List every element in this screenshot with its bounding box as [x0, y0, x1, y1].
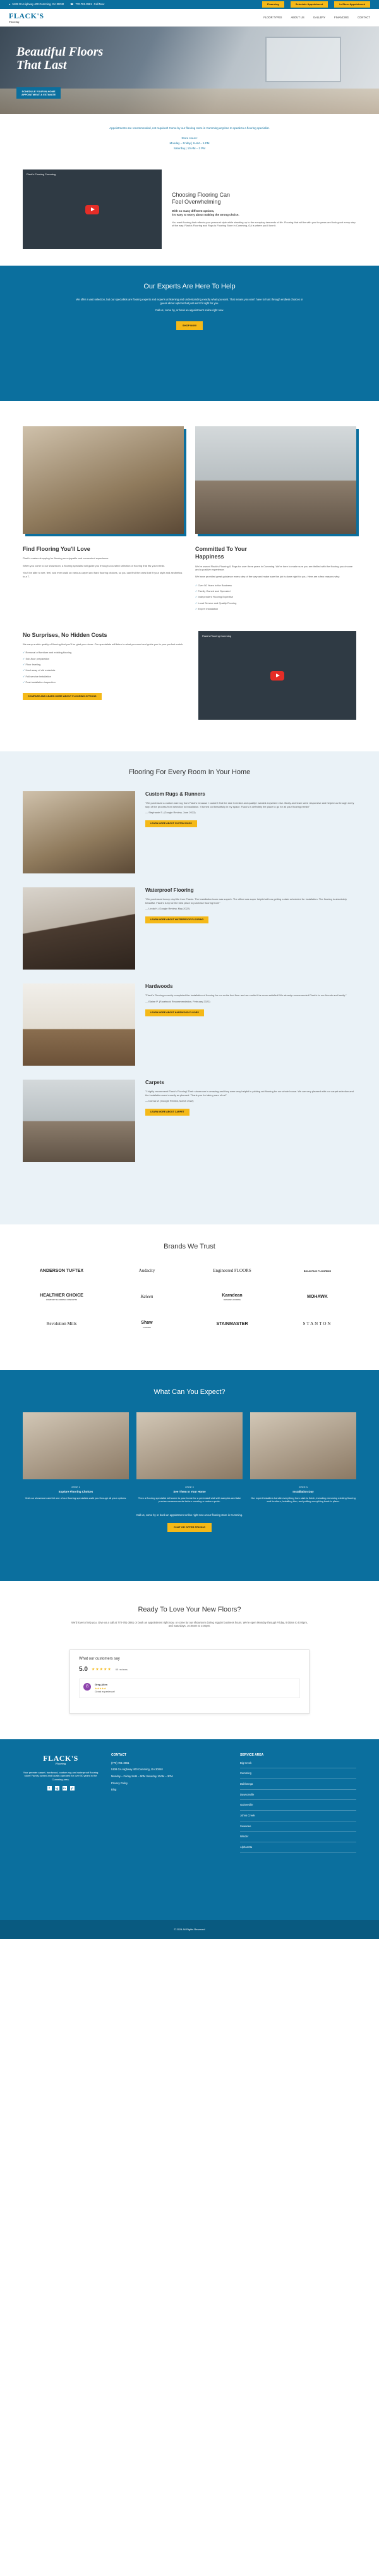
footer-address[interactable]: 5108 GA Highway 400 Cumming, GA 30040	[111, 1768, 163, 1772]
list-item: ✓ Haul away of old materials	[23, 667, 187, 673]
choosing-heading: Choosing Flooring Can Feel Overwhelming	[172, 192, 231, 205]
expect-section	[0, 1370, 379, 1581]
linkedin-icon[interactable]: in	[63, 1787, 66, 1790]
footer-blog-link[interactable]: Blog	[111, 1788, 117, 1792]
reviews-title: What our customers say	[79, 1656, 120, 1661]
room-quote-author: — Donna M. (Google Review, March 2022)	[145, 1099, 194, 1103]
service-area-link[interactable]: Winder	[240, 1835, 356, 1842]
star-rating-icon: ★★★★★	[91, 1667, 112, 1672]
youtube-icon[interactable]: yt	[70, 1787, 73, 1790]
footer-service-title: SERVICE AREA	[240, 1753, 264, 1757]
learn-more-waterproof-button[interactable]: LEARN MORE ABOUT WATERPROOF FLOORING	[145, 916, 208, 923]
compare-options-button[interactable]: COMPARE AND LEARN MORE ABOUT FLOORING OPTIONS	[23, 693, 102, 700]
step-title: Installation Day	[292, 1489, 314, 1493]
nav-item-about[interactable]: ABOUT US	[291, 15, 304, 19]
room-item-hardwoods	[23, 983, 356, 1066]
review-card[interactable]	[79, 1679, 300, 1698]
footer-brand	[23, 1753, 99, 1911]
list-item: ✓ Removal of furniture and existing flooring	[23, 650, 187, 655]
map-pin-icon: ●	[9, 3, 11, 6]
footer-contact	[111, 1753, 227, 1911]
list-item: ✓ Local Service and Quality Flooring	[195, 600, 356, 606]
phone-text: 770-781-3961	[75, 3, 92, 6]
choosing-section	[0, 161, 379, 266]
brand-logo: Kaleen	[140, 1293, 153, 1299]
team-photo	[195, 426, 356, 534]
instagram-icon[interactable]: ig	[56, 1787, 58, 1790]
step-item	[23, 1412, 129, 1503]
choosing-text	[172, 192, 356, 228]
intro-video[interactable]	[23, 169, 162, 249]
room-quote: "We purchased a custom size rug from Flack's because I couldn't find the size I needed and quality I wanted anywhere else. Beaty and team were responsive and helped us through every step of the process from selection to installation. It turned out beautifully in my space. Flack's is definitely the place to go for all your flooring needs!"	[145, 801, 354, 808]
nav-item-financing[interactable]: FINANCING	[334, 15, 349, 19]
committed-list	[195, 582, 356, 612]
footer-privacy-link[interactable]: Privacy Policy	[111, 1781, 128, 1785]
committed-p2: We have provided great guidance every step of the way and make sure the job is done right for you. Here are a few reasons why:	[195, 575, 340, 579]
room-quote: "We purchased luxury vinyl tile from Flacks. The installation team was superb. The office was super helpful with us getting a date scheduled for installation. The flooring is absolutely beautiful. Flack's is by far the best place to purchase flooring from!"	[145, 897, 347, 904]
review-count: 65 reviews	[115, 1667, 128, 1671]
review-text: Great experience!	[95, 1690, 115, 1694]
no-surprises-text	[23, 631, 187, 700]
social-links	[23, 1786, 99, 1790]
ready-body: We'd love to help you. Give us a call at 770-781-3961 or book an appointment right now, or come by our showroom during regular business hours. We're open Monday through Friday, 9:00am to 5:00pm, and Saturdays, 10:00am to 3:00pm.	[71, 1620, 308, 1628]
find-p3: You'll be able to see, feel, and even walk on various carpet and hard flooring choices, so you can find the ones that fit your style and aesthetics to a T.	[23, 571, 183, 578]
step-item	[136, 1412, 243, 1503]
shop-now-button[interactable]: SHOP NOW	[176, 321, 203, 330]
experts-cta: Call us, come by, or book an appointment online right now.	[155, 309, 224, 312]
footer-hours: Monday – Friday 9AM – 5PM Saturday 10AM – 3PM	[111, 1774, 173, 1778]
surprises-video[interactable]	[198, 631, 356, 720]
learn-more-hardwood-button[interactable]: LEARN MORE ABOUT HARDWOOD FLOORS	[145, 1009, 204, 1016]
brand-logo: MOHAWK	[307, 1294, 328, 1299]
service-area-link[interactable]: Dahlonega	[240, 1782, 356, 1790]
step-title: Explore Flooring Choices	[58, 1489, 93, 1493]
hardwoods-photo	[23, 983, 135, 1066]
room-item-waterproof	[23, 887, 356, 970]
rating-value: 5.0	[79, 1665, 88, 1673]
list-item: ✓ Independent Flooring Expertise	[195, 594, 356, 600]
find-column	[23, 426, 184, 612]
copyright: © 2024 All Rights Reserved	[0, 1920, 379, 1939]
avatar: G	[83, 1683, 91, 1691]
list-item: ✓ Over 50 Years in the Business	[195, 582, 356, 588]
service-area-link[interactable]: Johns Creek	[240, 1814, 356, 1821]
brands-heading: Brands We Trust	[164, 1242, 215, 1250]
brand-logo: Engineered FLOORS	[213, 1267, 251, 1273]
brand-logo: HEALTHIER CHOICE COMFORT FLOORING CONCEPTS	[40, 1293, 83, 1302]
brand-logo: ANDERSON TUFTEX	[39, 1268, 84, 1273]
video-title: Flack's Flooring Cumming	[27, 173, 56, 176]
store-info	[0, 114, 379, 161]
step-photo	[136, 1412, 243, 1479]
hours-saturday: Saturday | 10 AM – 3 PM	[174, 147, 205, 151]
room-item-rugs	[23, 791, 356, 873]
service-area-link[interactable]: Cumming	[240, 1772, 356, 1779]
phone-icon: ☎	[70, 3, 74, 6]
experts-section	[0, 266, 379, 401]
room-title: Carpets	[145, 1079, 164, 1085]
no-surprises-list	[23, 650, 187, 685]
step-label: STEP 3	[299, 1485, 308, 1489]
step-label: STEP 1	[71, 1485, 80, 1489]
room-quote-author: — Linda H. (Google Review, May 2022)	[145, 907, 190, 911]
room-quote-author: — Elaine P. (Facebook Recommendation, February 2022)	[145, 999, 210, 1003]
play-icon[interactable]	[85, 205, 99, 214]
brand-logo: STANTON	[303, 1321, 332, 1327]
list-item: ✓ Sub-floor preparation	[23, 656, 187, 662]
brand-logo: Revolution Mills	[46, 1321, 77, 1327]
room-title: Waterproof Flooring	[145, 887, 194, 893]
video-title: Flack's Flooring Cumming	[202, 634, 232, 638]
ready-heading: Ready To Love Your New Floors?	[138, 1605, 241, 1613]
reviews-widget	[69, 1649, 310, 1714]
find-heading: Find Flooring You'll Love	[23, 546, 90, 553]
footer-phone[interactable]: (770) 781-3961	[111, 1761, 129, 1765]
committed-column	[195, 426, 356, 612]
nav-item-floor-types[interactable]: FLOOR TYPES	[263, 15, 282, 19]
room-item-carpets	[23, 1080, 356, 1162]
choosing-body: You want flooring that reflects your personal style while standing up to the everyday demands of life. Flooring that will be with you for years and look good every step of the way. Flack's Flooring and Rugs is Flooring Store in Cumming, GA is where you'll love it.	[172, 220, 356, 228]
brand-logo: Audacity	[138, 1267, 155, 1273]
step-label: STEP 2	[185, 1485, 194, 1489]
rooms-heading: Flooring For Every Room In Your Home	[128, 768, 251, 776]
in-store-appointment-button[interactable]: In-Store Appointment	[334, 1, 370, 7]
hero-title: Beautiful Floors That Last	[16, 45, 104, 72]
phone[interactable]	[70, 3, 104, 6]
choosing-sub: With so many different options, it's easy to worry about making the wrong choice.	[172, 209, 239, 216]
room-title: Hardwoods	[145, 983, 173, 989]
hours-title: Store Hours:	[181, 137, 198, 140]
schedule-appointment-button[interactable]: Schedule Appointment	[291, 1, 328, 7]
expect-heading: What Can You Expect?	[153, 1388, 226, 1396]
list-item: ✓ Expert Installation	[195, 606, 356, 612]
brand-logo: STAINMASTER	[216, 1322, 248, 1327]
service-area-link[interactable]: Gainesville	[240, 1803, 356, 1811]
experts-body: We offer a vast selection, but our specialists are flooring experts and experts at listening and understanding exactly what you want. That means you won't have to hunt through endless choices or guess about options that just won't fit right for you.	[76, 298, 303, 305]
list-item: ✓ Full-service installation	[23, 674, 187, 679]
step-desc: Then a flooring specialist will come to your home for a pre-install visit with samples and take precise measurements before creating a custom quote.	[138, 1496, 241, 1503]
footer	[0, 1739, 379, 1920]
waterproof-photo	[23, 887, 135, 970]
financing-button[interactable]: Financing	[262, 1, 284, 7]
service-area-link[interactable]: Suwanee	[240, 1825, 356, 1832]
brand-logo: Shaw FLOORS	[141, 1321, 153, 1329]
brand-grid	[19, 1268, 360, 1329]
hero-schedule-button[interactable]: SCHEDULE YOUR IN-HOME APPOINTMENT & ESTIMATE	[16, 87, 61, 99]
find-committed-section	[0, 401, 379, 618]
footer-contact-title: CONTACT	[111, 1753, 127, 1757]
step-title: See Them In Your Home	[173, 1489, 206, 1493]
list-item: ✓ Post-installation inspection	[23, 679, 187, 685]
step-photo	[23, 1412, 129, 1479]
learn-more-carpet-button[interactable]: LEARN MORE ABOUT CARPET	[145, 1109, 190, 1116]
service-area-link[interactable]: Alpharetta	[240, 1846, 356, 1853]
room-quote-author: — Stephanie S. (Google Review, June 2022)	[145, 811, 196, 815]
no-surprises-p1: We carry a wide quality of flooring that you'll be glad you chose. Our specialists will listen to what you want and guide you to your perfect match.	[23, 642, 184, 646]
room-quote: "Flack's Flooring recently completed the installation of flooring for our entire first floor and we couldn't be more satisfied! We already recommended Flack's to our friends and family."	[145, 994, 347, 997]
review-stars-icon: ★★★★★	[95, 1686, 106, 1690]
hero	[0, 27, 379, 114]
nav-item-contact[interactable]: CONTACT	[358, 15, 370, 19]
step-desc: Our expert installers handle everything from start to finish, including removing existing flooring and furniture, installing trim, and putting everything back in place.	[251, 1496, 356, 1503]
no-surprises-section	[0, 619, 379, 751]
topbar	[0, 0, 379, 9]
committed-p1: We've owned Flack's Flooring & Rugs for over three years in Cumming. We're here to make sure you are thrilled with the flooring you choose and a positive experience.	[195, 564, 353, 571]
main-nav	[263, 16, 370, 20]
carpets-photo	[23, 1080, 135, 1162]
brand-logo: Karndean DESIGNFLOORING	[222, 1293, 243, 1302]
steps	[23, 1412, 356, 1503]
address-text: 5108 GA Highway 400 Cumming, GA 30040	[12, 3, 64, 6]
footer-tagline: Your premier carpet, hardwood, custom rug and waterproof flooring store! Family owned and locally operated for over 50 years in the Cumming area.	[23, 1771, 99, 1781]
showroom-photo	[23, 426, 184, 534]
list-item: ✓ Floor leveling	[23, 662, 187, 667]
rugs-photo	[23, 791, 135, 873]
list-item: ✓ Family Owned and Operated	[195, 588, 356, 594]
hero-window-image	[265, 37, 341, 82]
learn-more-rugs-button[interactable]: LEARN MORE ABOUT CUSTOM RUGS	[145, 820, 197, 827]
ready-section	[0, 1581, 379, 1639]
committed-heading: Committed To Your Happiness	[195, 546, 247, 560]
no-surprises-heading: No Surprises, No Hidden Costs	[23, 631, 107, 638]
rooms-section	[0, 751, 379, 1224]
footer-logo[interactable]: FLACK'S Flooring	[43, 1753, 78, 1766]
brands-section	[0, 1224, 379, 1370]
nav-item-gallery[interactable]: GALLERY	[313, 15, 326, 19]
expect-cta-text: Call us, come by or book an appointment online right now at our flooring store in Cumming.	[136, 1513, 243, 1517]
pricing-button[interactable]: CHAT OR OFFER PRICING	[167, 1523, 212, 1531]
step-desc: Visit our showroom and let one of our flooring specialists walk you through all your options.	[25, 1496, 127, 1500]
brand-logo: BOLD RUG FLOORING	[303, 1269, 332, 1273]
step-item	[250, 1412, 356, 1503]
service-area-link[interactable]: Big Creek	[240, 1761, 356, 1769]
find-p1: Flack's makes shopping for flooring an enjoyable and convenient experience.	[23, 557, 109, 560]
facebook-icon[interactable]: f	[47, 1786, 52, 1790]
experts-heading: Our Experts Are Here To Help	[143, 283, 236, 291]
find-p2: When you come to our showroom, a flooring specialist will guide you through a curated selection of flooring that fits your needs.	[23, 564, 165, 567]
step-photo	[250, 1412, 356, 1479]
phone-sub: Call Now	[93, 3, 105, 6]
room-quote: "I highly recommend Flack's Flooring! Their showroom is amazing and they were very helpful in picking out flooring for our whole house. We are very pleased with our carpet selection and the installation went exactly as planned. Thank you for taking care of us!"	[145, 1090, 354, 1097]
hours-weekday: Monday – Friday | 9 AM – 5 PM	[169, 142, 210, 145]
reviews-score	[79, 1665, 300, 1674]
address[interactable]	[9, 3, 64, 6]
logo[interactable]: FLACK'S Flooring	[9, 11, 44, 23]
appointment-note: Appointments are recommended, not required! Come by our flooring store in Cumming anytime to speak to a flooring specialist.	[109, 126, 270, 130]
reviewer-name: Greg Allen	[95, 1683, 108, 1687]
service-area-link[interactable]: Dawsonville	[240, 1793, 356, 1801]
room-title: Custom Rugs & Runners	[145, 791, 205, 797]
navbar	[0, 9, 379, 27]
play-icon[interactable]	[270, 671, 284, 681]
footer-service-area	[240, 1753, 356, 1911]
